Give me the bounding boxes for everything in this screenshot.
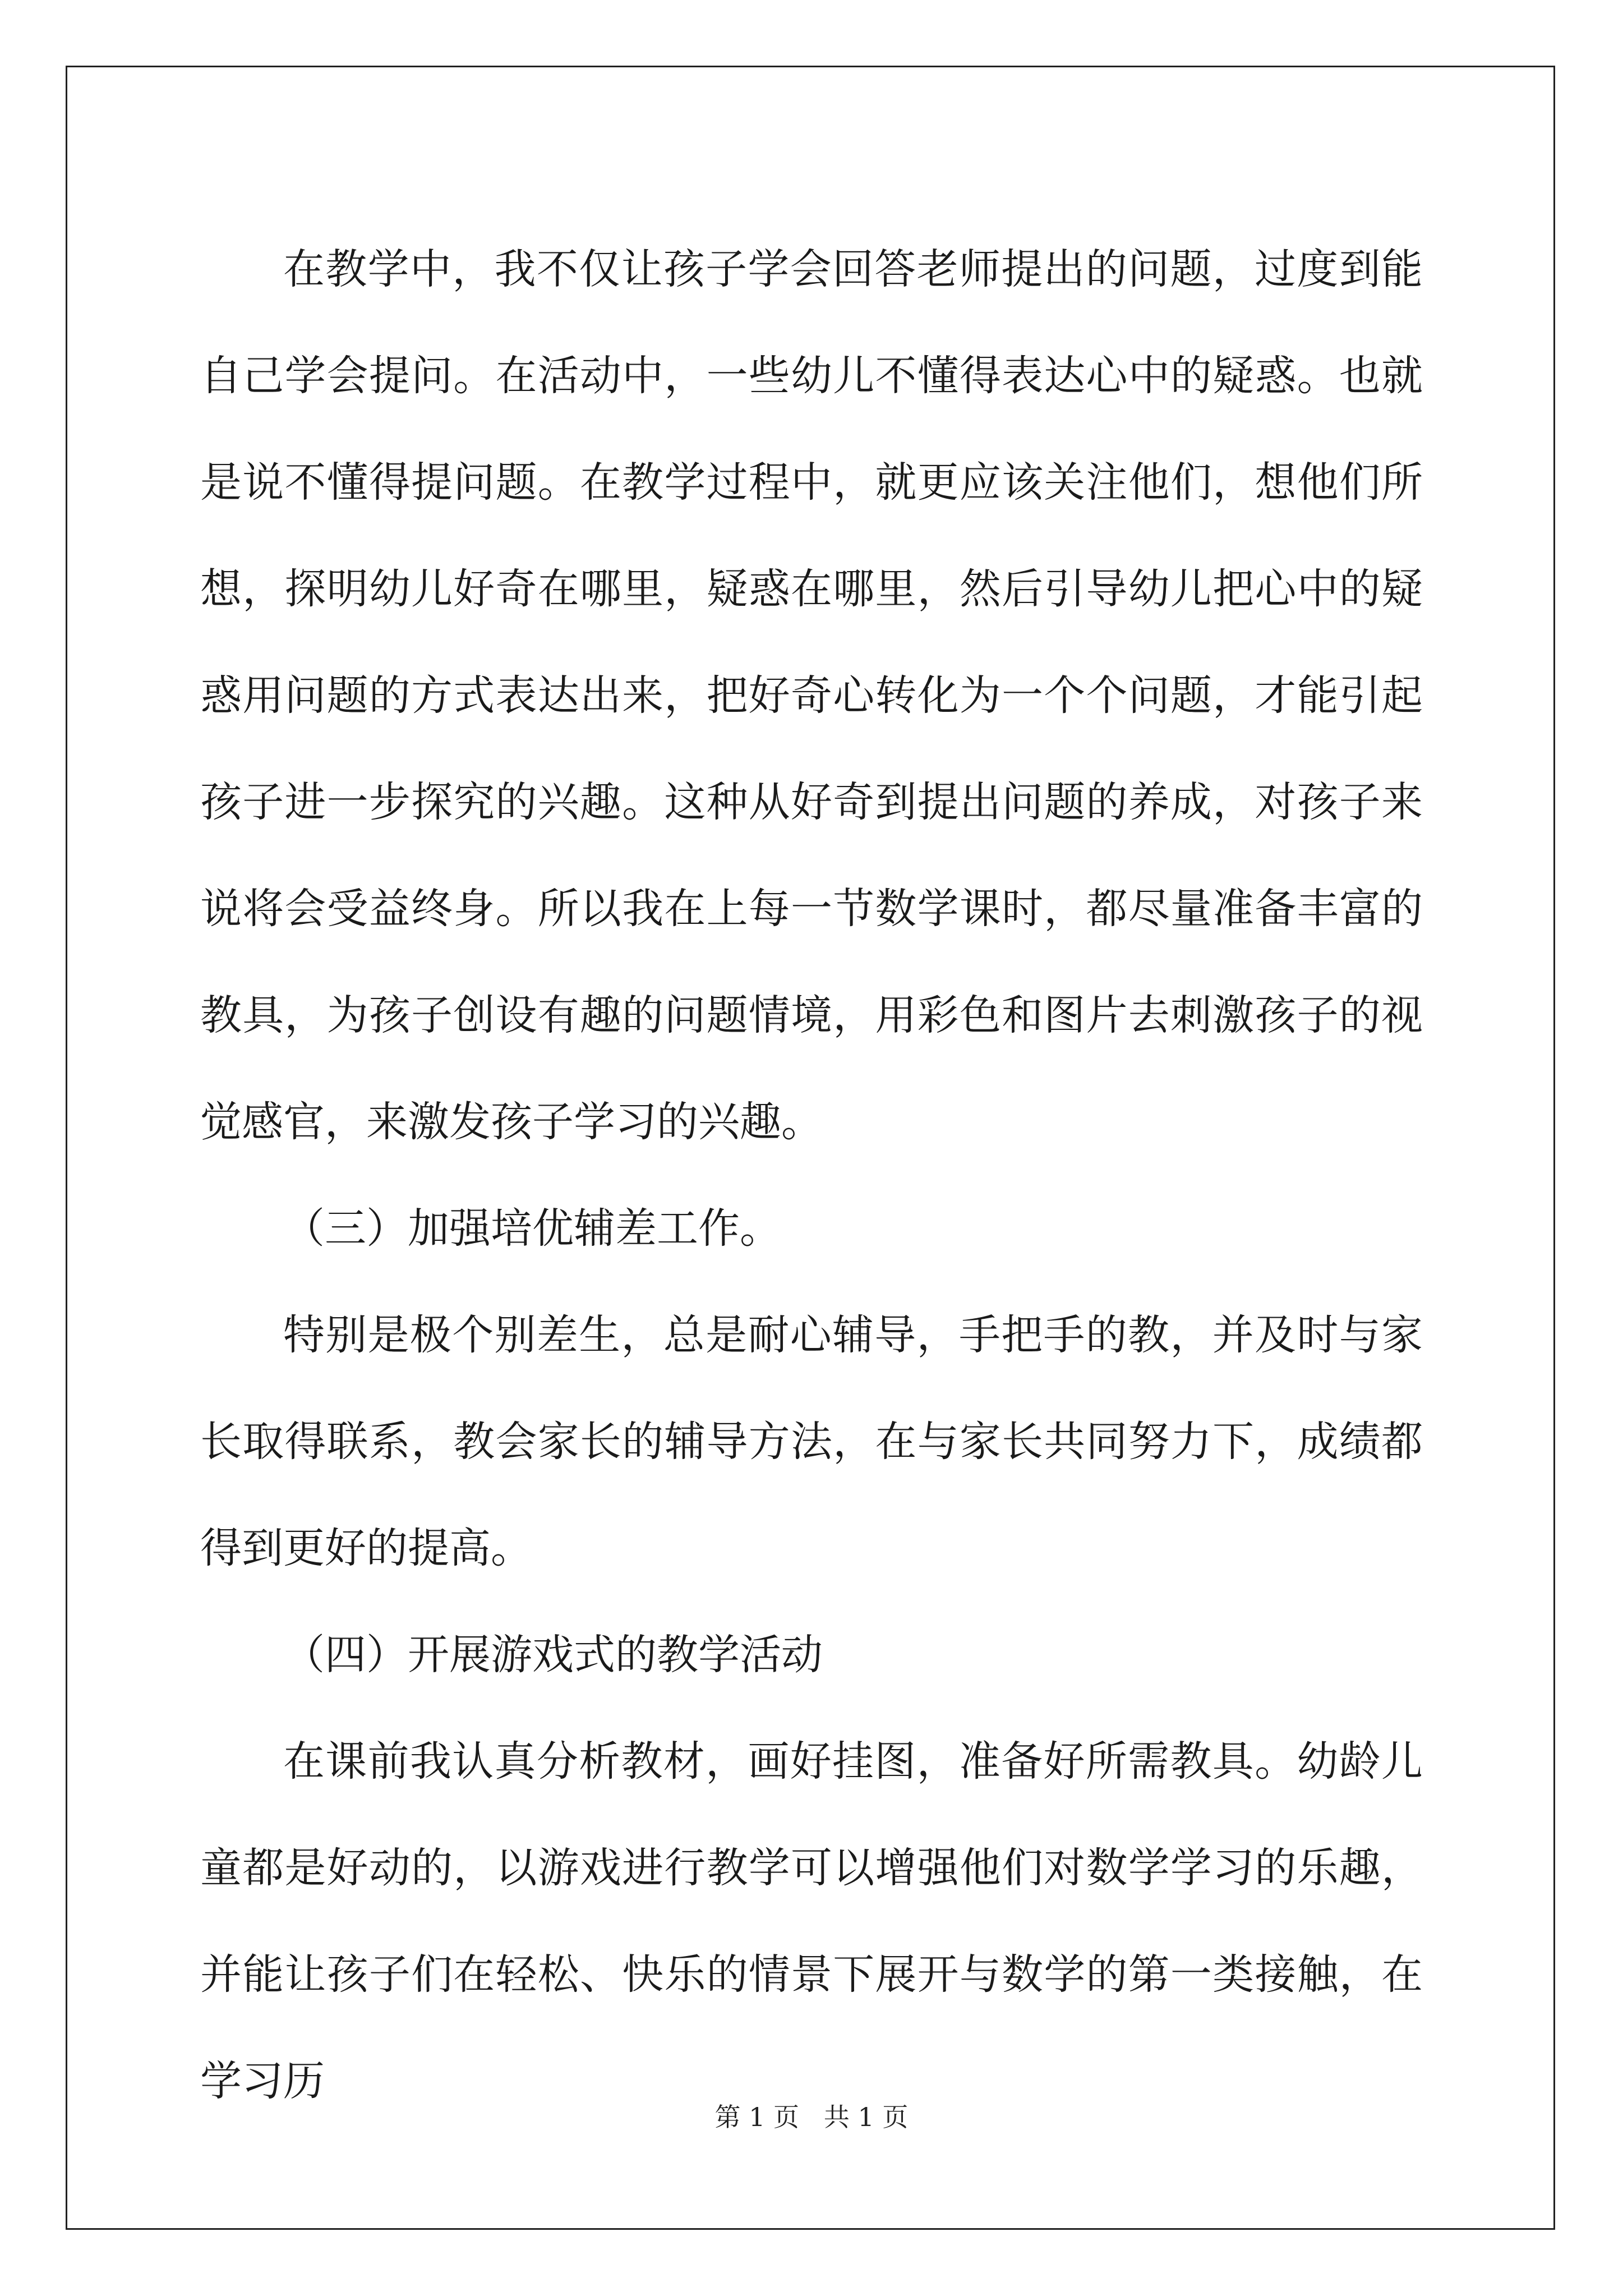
paragraph-teaching-questions: 在教学中，我不仅让孩子学会回答老师提出的问题，过度到能自己学会提问。在活动中，一些幼儿不懂得表达心中的疑惑。也就是说不懂得提问题。在教学过程中，就更应该关注他们，想他们所想，探明幼儿好奇在哪里，疑惑在哪里，然后引导幼儿把心中的疑惑用问题的方式表达出来，把好奇心转化为一个个问题，才能引起孩子进一步探究的兴趣。这种从好奇到提出问题的养成，对孩子来说将会受益终身。所以我在上每一节数学课时，都尽量准备丰富的教具，为孩子创设有趣的问题情境，用彩色和图片去刺激孩子的视觉感官，来激发孩子学习的兴趣。 (200, 245, 1423, 1146)
page-footer: 第 1 页 共 1 页 (714, 2102, 909, 2132)
section-heading-3: （三）加强培优辅差工作。 (283, 1204, 781, 1253)
document-body (200, 216, 1423, 2134)
paragraph-game-teaching: 在课前我认真分析教材，画好挂图，准备好所需教具。幼龄儿童都是好动的，以游戏进行教学可以增强他们对数学学习的乐趣，并能让孩子们在轻松、快乐的情景下展开与数学的第一类接触，在学习历 (200, 1737, 1423, 2105)
section-heading-4: （四）开展游戏式的教学活动 (283, 1631, 823, 1679)
paragraph-tutoring: 特别是极个别差生，总是耐心辅导，手把手的教，并及时与家长取得联系，教会家长的辅导方法，在与家长共同努力下，成绩都得到更好的提高。 (200, 1311, 1423, 1572)
